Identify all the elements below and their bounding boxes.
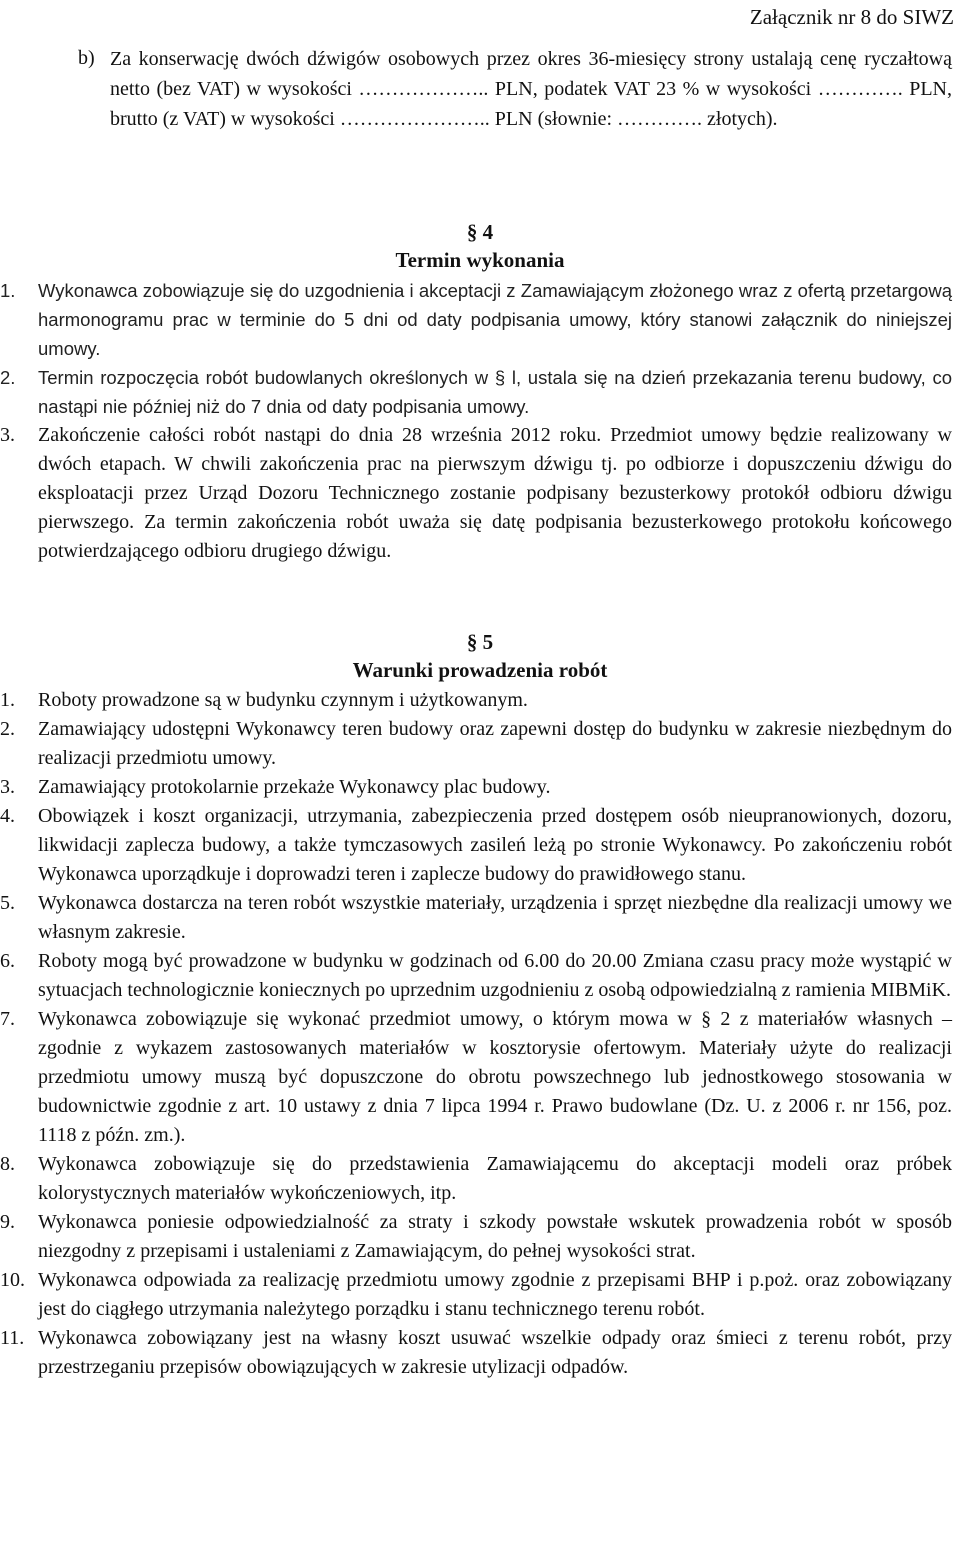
item-number: 3.: [0, 776, 15, 798]
item-text: Termin rozpoczęcia robót budowlanych określonych w § l, ustala się na dzień przekazania terenu budowy, co nastąpi nie później niż do 7 dnia od daty podpisania umowy.: [38, 367, 952, 417]
list-item: [0, 1208, 952, 1266]
item-number: 11.: [0, 1327, 25, 1349]
item-number: 3.: [0, 424, 15, 446]
item-number: 4.: [0, 805, 15, 827]
item-text: Obowiązek i koszt organizacji, utrzymania, zabezpieczenia przed dostępem osób nieupranowionych, dozoru, likwidacji zaplecza budowy, a także tymczasowych zasileń leżą po stronie Wykonawcy. Po zakończeniu robót Wykonawca uporządkuje i doprowadzi teren i zaplecze budowy do prawidłowego stanu.: [38, 805, 952, 885]
section-4-symbol: § 4: [466, 220, 494, 244]
item-text: Wykonawca odpowiada za realizację przedmiotu umowy zgodnie z przepisami BHP i p.poż. oraz zobowiązany jest do ciągłego utrzymania należytego porządku i stanu technicznego terenu robót.: [38, 1269, 952, 1320]
item-number: 2.: [0, 718, 15, 740]
section-4-title: Termin wykonania: [395, 248, 565, 272]
item-text: Wykonawca poniesie odpowiedzialność za straty i szkody powstałe wskutek prowadzenia robót w sposób niezgodny z przepisami i ustaleniami z Zamawiającym, do pełnej wysokości strat.: [38, 1211, 952, 1262]
item-text: Wykonawca dostarcza na teren robót wszystkie materiały, urządzenia i sprzęt niezbędne dla realizacji umowy we własnym zakresie.: [38, 892, 952, 943]
section-4-heading: [0, 218, 960, 274]
list-item: [0, 1150, 952, 1208]
item-number: 8.: [0, 1153, 15, 1175]
item-number: 1.: [0, 689, 15, 711]
list-item: [0, 1266, 952, 1324]
item-number: 1.: [0, 280, 16, 301]
section-5-title: Warunki prowadzenia robót: [352, 658, 608, 682]
item-b-marker: b): [78, 47, 95, 69]
item-text: Wykonawca zobowiązuje się wykonać przedmiot umowy, o którym mowa w § 2 z materiałów własnych – zgodnie z wykazem zastosowanych materiałów w kosztorysie ofertowym. Materiały użyte do realizacji przedmiotu umowy muszą być dopuszczone do obrotu powszechnego lub jednostkowego stosowania w budownictwie zgodnie z art. 10 ustawy z dnia 7 lipca 1994 r. Prawo budowlane (Dz. U. z 2006 r. nr 156, poz. 1118 z późn. zm.).: [38, 1008, 952, 1146]
item-text: Wykonawca zobowiązuje się do uzgodnienia i akceptacji z Zamawiającym złożonego wraz z ofertą przetargową harmonogramu prac w terminie do 5 dni od daty podpisania umowy, który stanowi załącznik do niniejszej umowy.: [38, 280, 952, 359]
list-item: [0, 421, 952, 566]
list-item: [0, 686, 952, 715]
item-b: [78, 44, 952, 134]
section-4-list: [0, 276, 952, 566]
annex-label: Załącznik nr 8 do SIWZ: [749, 5, 954, 29]
list-item: [0, 889, 952, 947]
item-number: 2.: [0, 367, 16, 388]
list-item: [0, 715, 952, 773]
item-number: 6.: [0, 950, 15, 972]
section-5-list: [0, 686, 952, 1382]
item-text: Roboty prowadzone są w budynku czynnym i użytkowanym.: [38, 689, 528, 711]
list-item: [0, 773, 952, 802]
item-number: 7.: [0, 1008, 15, 1030]
list-item: [0, 802, 952, 889]
item-number: 10.: [0, 1269, 25, 1291]
item-text: Zamawiający protokolarnie przekaże Wykonawcy plac budowy.: [38, 776, 551, 798]
item-b-text: Za konserwację dwóch dźwigów osobowych przez okres 36-miesięcy strony ustalają cenę ryczałtową netto (bez VAT) w wysokości ……………….. PLN, podatek VAT 23 % w wysokości …………. PLN, brutto (z VAT) w wysokości ………………….. PLN (słownie: …………. złotych).: [110, 48, 952, 130]
item-number: 5.: [0, 892, 15, 914]
list-item: [0, 947, 952, 1005]
list-item: [0, 1005, 952, 1150]
item-text: Zamawiający udostępni Wykonawcy teren budowy oraz zapewni dostęp do budynku w zakresie niezbędnym do realizacji przedmiotu umowy.: [38, 718, 952, 769]
section-5-symbol: § 5: [466, 630, 494, 654]
section-5-heading: [0, 628, 960, 684]
item-text: Roboty mogą być prowadzone w budynku w godzinach od 6.00 do 20.00 Zmiana czasu pracy może wystąpić w sytuacjach technologicznie koniecznych po uprzednim uzgodnieniu z osobą odpowiedzialną z ramienia MIBMiK.: [38, 950, 952, 1001]
item-text: Wykonawca zobowiązany jest na własny koszt usuwać wszelkie odpady oraz śmieci z terenu robót, przy przestrzeganiu przepisów obowiązujących w zakresie utylizacji odpadów.: [38, 1327, 952, 1378]
item-number: 9.: [0, 1211, 15, 1233]
list-item: [0, 276, 952, 363]
list-item: [0, 1324, 952, 1382]
list-item: [0, 363, 952, 421]
item-text: Wykonawca zobowiązuje się do przedstawienia Zamawiającemu do akceptacji modeli oraz próbek kolorystycznych materiałów wykończeniowych, itp.: [38, 1153, 952, 1204]
item-text: Zakończenie całości robót nastąpi do dnia 28 września 2012 roku. Przedmiot umowy będzie realizowany w dwóch etapach. W chwili zakończenia prac na pierwszym dźwigu tj. po odbiorze i dopuszczeniu dźwigu do eksploatacji przez Urząd Dozoru Technicznego zostanie podpisany bezusterkowy protokół odbioru dźwigu pierwszego. Za termin zakończenia robót uważa się datę podpisania bezusterkowego protokołu końcowego potwierdzającego odbioru drugiego dźwigu.: [38, 424, 952, 562]
